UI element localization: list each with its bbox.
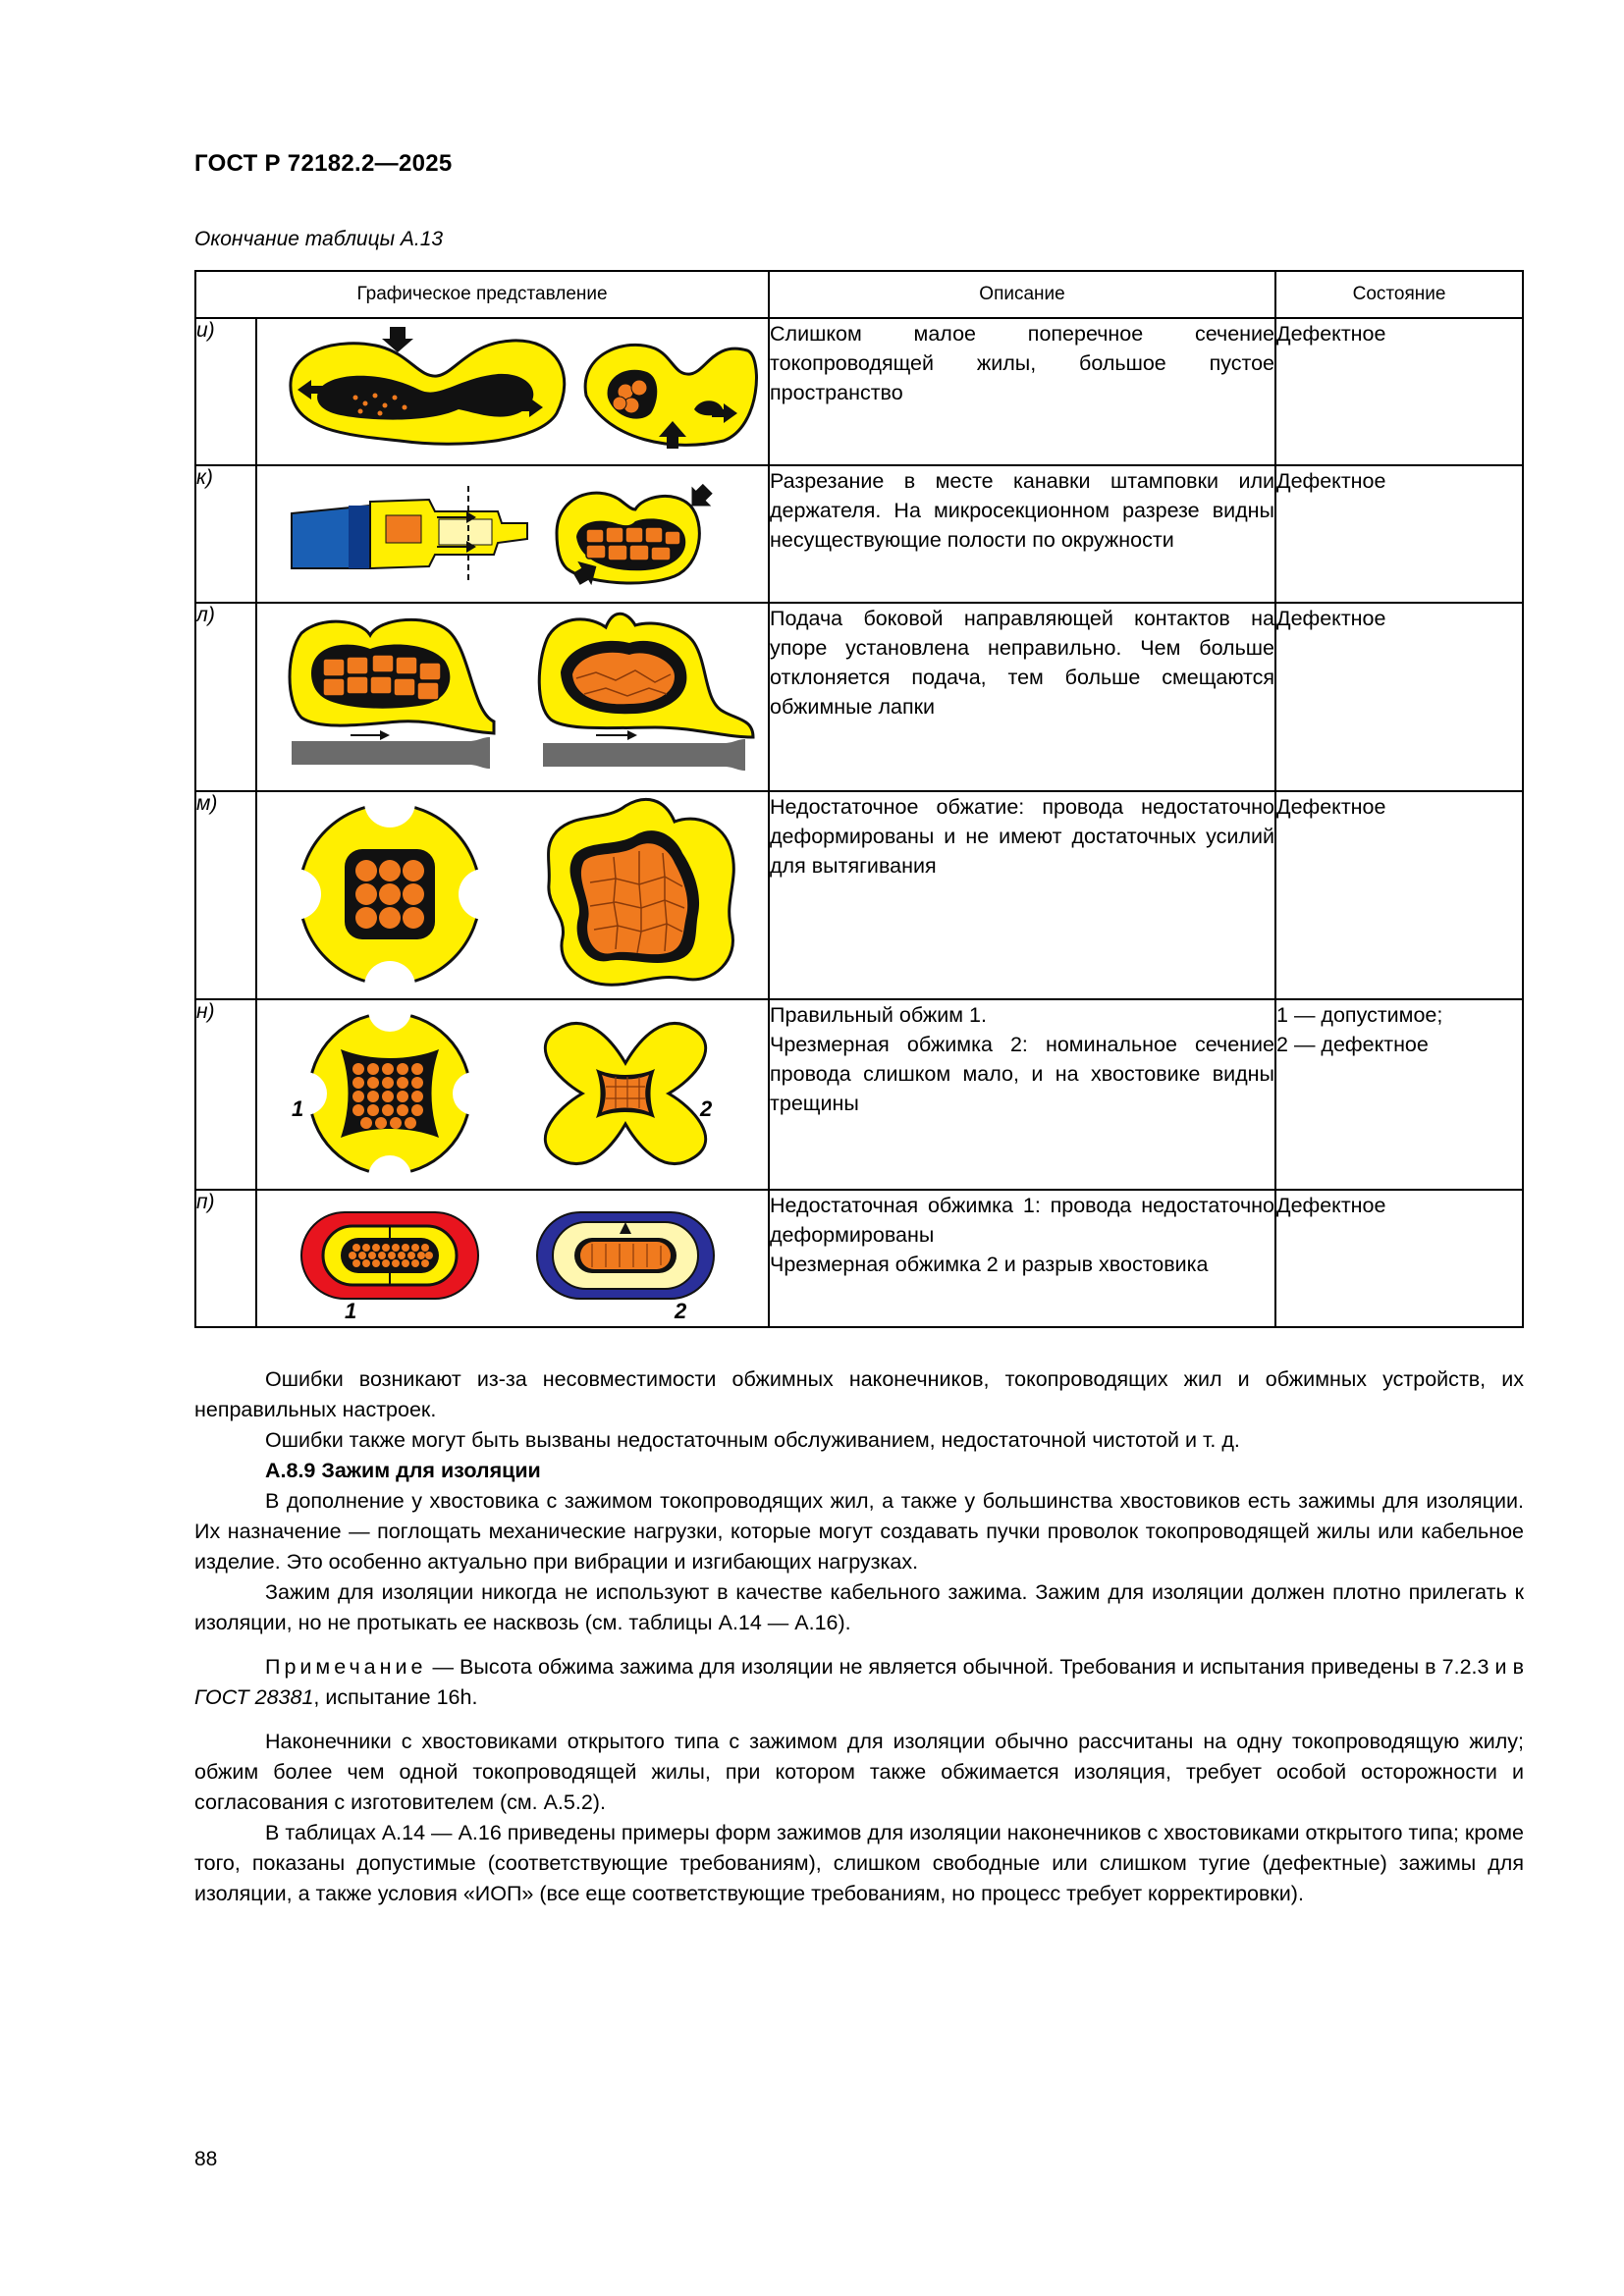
figure-insufficient-compression [262,792,763,996]
state-text: 1 — допустимое; [1276,1003,1443,1027]
row-figure [256,603,769,791]
row-figure [256,1190,769,1327]
state-text: Дефектное [1276,1194,1386,1217]
paragraph: Зажим для изоляции никогда не используют в качестве кабельного зажима. Зажим для изоляции должен плотно прилегать к изоляции, но не протыкать ее насквозь (см. таблицы А.14 — А.16). [194,1580,1524,1634]
description-text: Чрезмерная обжимка 2: номинальное сечение провода слишком мало, и на хвостовике видны трещины [770,1033,1275,1115]
row-state [1275,791,1523,999]
defects-table [194,270,1524,1328]
description-text: Разрезание в месте канавки штамповки или держателя. На микросекционном разрезе видны несуществующие полости по окружности [770,469,1275,552]
row-description [769,465,1275,603]
table-caption: Окончание таблицы А.13 [194,228,444,250]
section-heading: А.8.9 Зажим для изоляции [265,1459,541,1482]
row-label: п) [195,1190,256,1327]
row-description [769,603,1275,791]
row-label: и) [195,318,256,465]
description-text: Правильный обжим 1. [770,1003,987,1027]
row-description [769,1190,1275,1327]
row-description [769,791,1275,999]
row-label: к) [195,465,256,603]
description-text: Чрезмерная обжимка 2 и разрыв хвостовика [770,1253,1209,1276]
note-text-end: , испытание 16h. [313,1685,478,1709]
figure-number-2: 2 [675,1299,687,1323]
table-row [195,318,1523,465]
note-text: — Высота обжима зажима для изоляции не является обычной. Требования и испытания приведены в 7.2.3 и в [426,1655,1524,1679]
figure-cut-at-groove [262,466,763,600]
description-text: Слишком малое поперечное сечение токопроводящей жилы, большое пустое пространство [770,322,1275,404]
paragraph: В таблицах А.14 — А.16 приведены примеры форм зажимов для изоляции наконечников с хвостовиками открытого типа; кроме того, показаны допустимые (соответствующие требованиям), слишком свободные или слишком тугие (дефектные) зажимы для изоляции, а также условия «ИОП» (все еще соответствующие требованиям, но процесс требует корректировки). [194,1821,1524,1905]
table-header-row [195,271,1523,318]
row-description [769,318,1275,465]
description-text: Недостаточная обжимка 1: провода недостаточно деформированы [770,1194,1275,1247]
table-row [195,603,1523,791]
paragraph: Ошибки также могут быть вызваны недостаточным обслуживанием, недостаточной чистотой и т. д. [265,1428,1240,1452]
note-label: Примечание [265,1655,427,1679]
figure-number-1: 1 [292,1096,304,1121]
state-text: Дефектное [1276,795,1386,819]
row-description [769,999,1275,1190]
row-state [1275,465,1523,603]
row-figure [256,791,769,999]
figure-side-feed-misaligned [262,604,763,788]
note-reference[interactable]: ГОСТ 28381 [194,1685,314,1709]
figure-correct-vs-excessive-crimp [262,1000,763,1187]
figure-number-1: 1 [345,1299,357,1323]
figure-number-2: 2 [700,1096,713,1121]
state-text: 2 — дефектное [1276,1033,1429,1056]
table-row [195,1190,1523,1327]
body-text [194,1364,1524,1909]
table-row [195,791,1523,999]
row-figure [256,318,769,465]
state-text: Дефектное [1276,469,1386,493]
row-state [1275,318,1523,465]
row-label: н) [195,999,256,1190]
row-state [1275,1190,1523,1327]
column-header-graphic: Графическое представление [195,271,769,318]
row-label: м) [195,791,256,999]
paragraph: Ошибки возникают из-за несовместимости обжимных наконечников, токопроводящих жил и обжимных устройств, их неправильных настроек. [194,1367,1524,1421]
page-number: 88 [194,2148,218,2170]
paragraph: Наконечники с хвостовиками открытого типа с зажимом для изоляции обычно рассчитаны на одну токопроводящую жилу; обжим более чем одной токопроводящей жилы, при котором также обжимается изоляция, требует особой осторожности и согласования с изготовителем (см. А.5.2). [194,1730,1524,1814]
column-header-state: Состояние [1275,271,1523,318]
figure-insufficient-cross-section [262,319,763,462]
description-text: Подача боковой направляющей контактов на упоре установлена неправильно. Чем больше отклоняется подача, тем больше смещаются обжимные лапки [770,607,1275,719]
row-figure [256,465,769,603]
paragraph: В дополнение у хвостовика с зажимом токопроводящих жил, а также у большинства хвостовиков есть зажимы для изоляции. Их назначение — поглощать механические нагрузки, которые могут создавать пучки проволок токопроводящей жилы или кабельное изделие. Это особенно актуально при вибрации и изгибающих нагрузках. [194,1489,1524,1574]
row-figure [256,999,769,1190]
state-text: Дефектное [1276,322,1386,346]
document-header: ГОСТ Р 72182.2—2025 [194,150,453,177]
note [194,1652,1524,1713]
row-state [1275,999,1523,1190]
figure-insufficient-vs-excessive-tail [262,1191,763,1324]
row-label: л) [195,603,256,791]
table-row [195,465,1523,603]
description-text: Недостаточное обжатие: провода недостаточно деформированы и не имеют достаточных усилий для вытягивания [770,795,1275,878]
state-text: Дефектное [1276,607,1386,630]
row-state [1275,603,1523,791]
column-header-description: Описание [769,271,1275,318]
table-row [195,999,1523,1190]
